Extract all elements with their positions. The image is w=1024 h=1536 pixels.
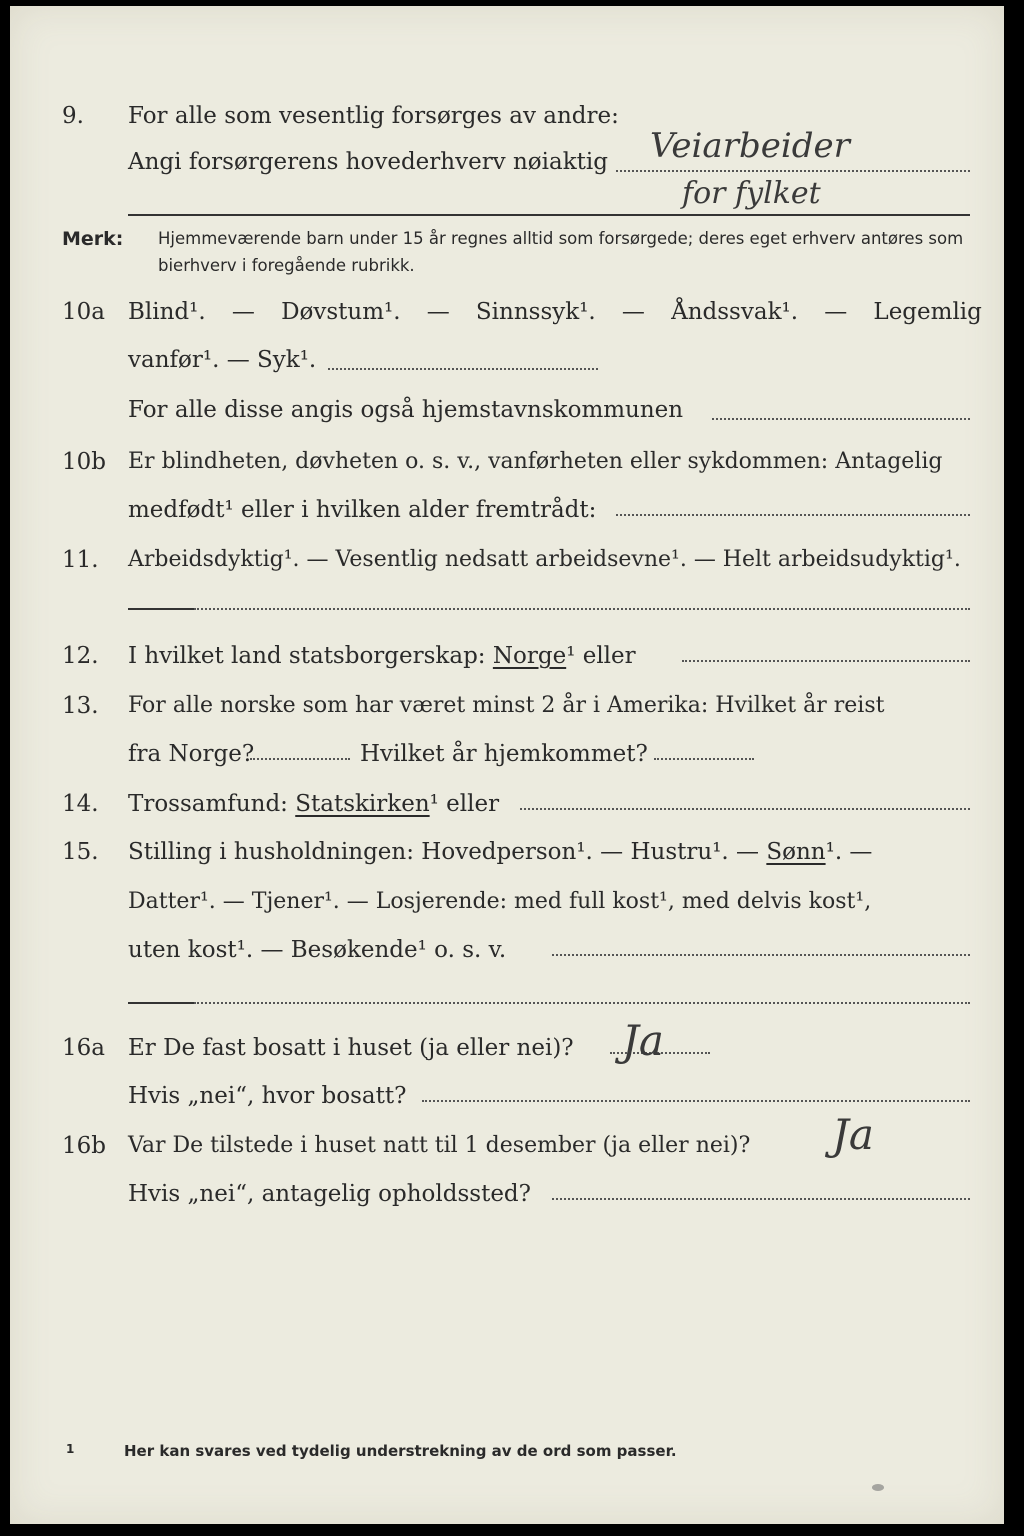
q15-text-line3: uten kost¹. — Besøkende¹ o. s. v.	[128, 937, 507, 963]
q14-number: 14.	[62, 791, 99, 817]
q9-number: 9.	[62, 103, 84, 129]
q13-line1	[10, 686, 1004, 726]
merk-label: Merk:	[62, 228, 124, 250]
q10a-dash-3: —	[621, 299, 645, 325]
q9-text-line2: Angi forsørgerens hovederhverv nøiaktig	[128, 149, 608, 175]
q10a-line1	[10, 292, 1004, 332]
q10a-opt-sinnssyk: Sinnssyk¹.	[475, 299, 596, 325]
q16a-text-line2: Hvis „nei“, hvor bosatt?	[128, 1083, 407, 1109]
q14-text-pre: Trossamfund:	[128, 791, 288, 817]
q14-trossamfund-field[interactable]	[520, 808, 970, 810]
q15-number: 15.	[62, 839, 99, 865]
q16b-number: 16b	[62, 1133, 106, 1159]
q11-text-line1: Arbeidsdyktig¹. — Vesentlig nedsatt arbeidsevne¹. — Helt arbeidsudyktig¹.	[128, 547, 961, 572]
q9-line1	[10, 96, 1004, 136]
q9-answer-line2[interactable]	[128, 214, 970, 216]
q14-text	[128, 784, 499, 824]
q12-text-pre: I hvilket land statsborgerskap:	[128, 643, 486, 669]
q9-line2	[10, 142, 1004, 182]
q10b-text-line1: Er blindheten, døvheten o. s. v., vanførheten eller sykdommen: Antagelig	[128, 449, 943, 474]
q10a-text-line3: For alle disse angis også hjemstavnskommunen	[128, 397, 684, 423]
q16a-number: 16a	[62, 1035, 105, 1061]
q13-hjemkommet-field[interactable]	[654, 758, 754, 760]
q15-sonn-underlined: Sønn	[766, 839, 826, 865]
q14-statskirken-underlined: Statskirken	[295, 791, 430, 817]
q10b-line2	[10, 490, 1004, 530]
q16a-hvor-field[interactable]	[422, 1100, 970, 1102]
q15-answer-field[interactable]	[194, 1002, 970, 1004]
q11-number: 11.	[62, 547, 99, 573]
q10a-opt-andssvak: Åndssvak¹.	[671, 299, 799, 325]
q10b-number: 10b	[62, 449, 106, 475]
q10a-dash-1: —	[231, 299, 255, 325]
q9-handwritten-answer2: for fylket	[682, 176, 821, 211]
q10a-dash-2: —	[426, 299, 450, 325]
q16b-line2	[10, 1174, 1004, 1214]
q14-text-post: ¹ eller	[429, 791, 500, 817]
q12-land-field[interactable]	[682, 660, 970, 662]
q12-norge-underlined: Norge	[492, 643, 567, 669]
footnote-text: Her kan svares ved tydelig understrekning av de ord som passer.	[124, 1442, 677, 1460]
q12-number: 12.	[62, 643, 99, 669]
q13-text-line2a: fra Norge?	[128, 741, 255, 767]
q11-answer-rule	[128, 608, 194, 610]
q12-text-post: ¹ eller	[566, 643, 636, 669]
q9-text-line1: For alle som vesentlig forsørges av andre:	[128, 103, 619, 129]
q13-reist-field[interactable]	[250, 758, 350, 760]
q13-text-line1: For alle norske som har været minst 2 år i Amerika: Hvilket år reist	[128, 693, 885, 718]
q15-line2	[10, 882, 1004, 922]
census-form-page	[10, 6, 1004, 1524]
q10a-opt-dovstum: Døvstum¹.	[281, 299, 401, 325]
q10a-line3	[10, 390, 1004, 430]
q10a-line2	[10, 340, 1004, 380]
q15-text-line1-pre: Stilling i husholdningen: Hovedperson¹. — Hustru¹. —	[128, 839, 760, 865]
q10a-syk-field[interactable]	[328, 368, 598, 370]
q10a-options	[128, 292, 982, 332]
ink-blot	[872, 1484, 884, 1491]
q10a-opt-blind: Blind¹.	[128, 299, 206, 325]
q11-line1	[10, 540, 1004, 580]
q9-answer-line1[interactable]	[616, 170, 970, 172]
q15-answer-rule	[128, 1002, 194, 1004]
q12-text	[128, 636, 636, 676]
q16b-handwritten-answer: Ja	[832, 1110, 874, 1159]
q15-text-line1	[128, 832, 872, 872]
q16b-opholdssted-field[interactable]	[552, 1198, 970, 1200]
q16b-text-line2: Hvis „nei“, antagelig opholdssted?	[128, 1181, 531, 1207]
q12-line	[10, 636, 1004, 676]
q10a-number: 10a	[62, 299, 105, 325]
q10a-text-line2: vanfør¹. — Syk¹.	[128, 347, 317, 373]
q15-text-line1-post: ¹. —	[825, 839, 873, 865]
q15-stilling-field[interactable]	[552, 954, 970, 956]
q11-answer-field[interactable]	[194, 608, 970, 610]
merk-text: Hjemmeværende barn under 15 år regnes alltid som forsørgede; deres eget erhverv antøres som bierhverv i foregående rubrikk.	[158, 229, 964, 275]
q16a-line1	[10, 1028, 1004, 1068]
q13-number: 13.	[62, 693, 99, 719]
q10b-line1	[10, 442, 1004, 482]
q16a-handwritten-answer: Ja	[622, 1016, 664, 1065]
q15-line1	[10, 832, 1004, 872]
q15-line3	[10, 930, 1004, 970]
q10a-opt-legemlig: Legemlig	[873, 299, 982, 325]
q14-line	[10, 784, 1004, 824]
q10b-text-line2: medfødt¹ eller i hvilken alder fremtrådt:	[128, 497, 597, 523]
q9-handwritten-answer1: Veiarbeider	[650, 126, 850, 166]
q13-text-line2b: Hvilket år hjemkommet?	[360, 741, 648, 767]
q10a-kommune-field[interactable]	[712, 418, 970, 420]
q13-line2	[10, 734, 1004, 774]
q16b-text-line1: Var De tilstede i huset natt til 1 desember (ja eller nei)?	[128, 1133, 751, 1158]
q10b-alder-field[interactable]	[616, 514, 970, 516]
q15-text-line2: Datter¹. — Tjener¹. — Losjerende: med full kost¹, med delvis kost¹,	[128, 889, 872, 914]
q16a-text-line1: Er De fast bosatt i huset (ja eller nei)?	[128, 1035, 574, 1061]
footnote-mark: 1	[66, 1442, 75, 1456]
q10a-dash-4: —	[824, 299, 848, 325]
